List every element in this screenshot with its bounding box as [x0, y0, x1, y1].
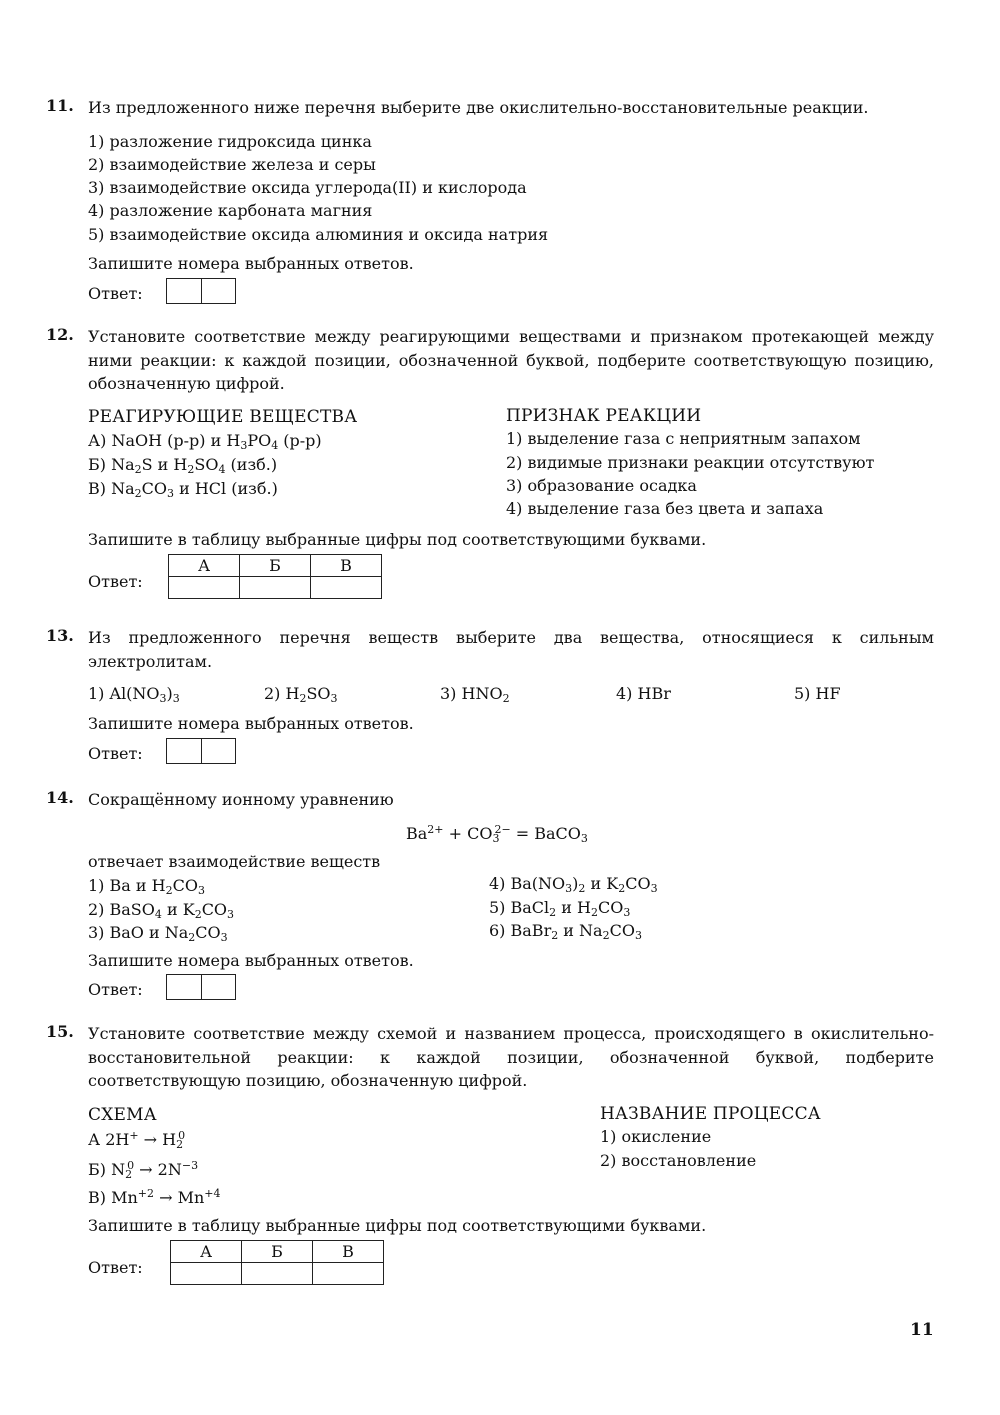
q14-option-6: 6) BaBr$_2$ и $Na_2CO_3$: [489, 921, 642, 942]
q13-answer-label: Ответ:: [88, 744, 143, 763]
q15-right-header: НАЗВАНИЕ ПРОЦЕССА: [600, 1104, 821, 1124]
question-13-number: 13.: [46, 626, 74, 645]
q12-left-item-c: В) $Na_2CO_3$ и HCl (изб.): [88, 479, 278, 500]
q12-right-item-2: 2) видимые признаки реакции отсутствуют: [506, 453, 875, 472]
q14-option-3: 3) BaO и $Na_2CO_3$: [88, 923, 228, 944]
q12-left-item-a: А) NaOH (р-р) и $H_3PO_4$ (р-р): [88, 431, 322, 452]
q15-scheme-a: А $2H^+ \to H_2^0$: [88, 1129, 186, 1151]
q15-answer-table[interactable]: [170, 1240, 384, 1285]
page-number: 11: [910, 1320, 934, 1340]
q11-option-3: 3) взаимодействие оксида углерода(II) и кислорода: [88, 178, 527, 197]
q13-option-3: 3) $HNO_2$: [440, 684, 510, 705]
q15-answer-cell-b[interactable]: [242, 1263, 313, 1285]
q15-right-item-1: 1) окисление: [600, 1127, 712, 1146]
q12-answer-label: Ответ:: [88, 572, 143, 591]
question-12-number: 12.: [46, 325, 74, 344]
q11-option-5: 5) взаимодействие оксида алюминия и оксида натрия: [88, 225, 549, 244]
q15-table-header-a: А: [171, 1241, 242, 1263]
q11-instruction: Запишите номера выбранных ответов.: [88, 254, 414, 273]
question-14-number: 14.: [46, 788, 74, 807]
q15-left-header: СХЕМА: [88, 1105, 157, 1125]
q15-right-item-2: 2) восстановление: [600, 1151, 757, 1170]
question-15-text: Установите соответствие между схемой и названием процесса, происходящего в окислительно-восстановительной реакции: к каждой позиции, обозначенной буквой, подберите соответствующую позицию, обозначенную цифрой.: [88, 1024, 934, 1090]
q13-option-5: 5) HF: [794, 684, 841, 703]
q12-table-header-a: А: [169, 555, 240, 577]
q12-answer-cell-c[interactable]: [311, 577, 382, 599]
q14-after-formula: отвечает взаимодействие веществ: [88, 852, 381, 871]
question-14-text: Сокращённому ионному уравнению: [88, 790, 394, 809]
q14-ionic-equation: $Ba^{2+} + CO_3^{2-}$ = BaCO$_3$: [406, 823, 588, 845]
q11-option-4: 4) разложение карбоната магния: [88, 201, 373, 220]
q14-option-2: 2) BaSO$_4$ и $K_2CO_3$: [88, 900, 235, 921]
q11-option-1: 1) разложение гидроксида цинка: [88, 132, 372, 151]
q12-instruction: Запишите в таблицу выбранные цифры под соответствующими буквами.: [88, 530, 707, 549]
q12-answer-cell-a[interactable]: [169, 577, 240, 599]
q13-option-4: 4) HBr: [616, 684, 671, 703]
q15-scheme-b: Б) $N_2^0 \to 2N^{-3}$: [88, 1159, 199, 1181]
q15-table-header-b: Б: [242, 1241, 313, 1263]
q13-answer-boxes[interactable]: [166, 738, 236, 764]
q12-answer-cell-b[interactable]: [240, 577, 311, 599]
q12-table-header-c: В: [311, 555, 382, 577]
q12-right-item-4: 4) выделение газа без цвета и запаха: [506, 499, 824, 518]
q12-right-item-3: 3) образование осадка: [506, 476, 697, 495]
q11-answer-label: Ответ:: [88, 284, 143, 303]
q12-right-item-1: 1) выделение газа с неприятным запахом: [506, 429, 861, 448]
question-11-text: Из предложенного ниже перечня выберите две окислительно-восстановительные реакции.: [88, 98, 869, 117]
q14-answer-label: Ответ:: [88, 980, 143, 999]
q12-left-header: РЕАГИРУЮЩИЕ ВЕЩЕСТВА: [88, 407, 358, 427]
q13-option-1: 1) $Al(NO_3)_3$: [88, 684, 180, 705]
q15-answer-cell-c[interactable]: [313, 1263, 384, 1285]
q15-table-header-c: В: [313, 1241, 384, 1263]
q12-right-header: ПРИЗНАК РЕАКЦИИ: [506, 406, 702, 426]
q12-table-header-b: Б: [240, 555, 311, 577]
question-13-text: Из предложенного перечня веществ выберите два вещества, относящиеся к сильным электролитам.: [88, 628, 934, 671]
q14-option-1: 1) Ba и $H_2CO_3$: [88, 876, 205, 897]
q14-option-5: 5) BaCl$_2$ и $H_2CO_3$: [489, 898, 631, 919]
q15-scheme-c: В) $Mn^{+2} \to Mn^{+4}$: [88, 1187, 221, 1207]
q13-instruction: Запишите номера выбранных ответов.: [88, 714, 414, 733]
q15-answer-label: Ответ:: [88, 1258, 143, 1277]
q15-answer-cell-a[interactable]: [171, 1263, 242, 1285]
q11-answer-boxes[interactable]: [166, 278, 236, 304]
q14-option-4: 4) $Ba(NO_3)_2$ и $K_2CO_3$: [489, 874, 658, 895]
q15-instruction: Запишите в таблицу выбранные цифры под соответствующими буквами.: [88, 1216, 707, 1235]
q11-option-2: 2) взаимодействие железа и серы: [88, 155, 376, 174]
q12-left-item-b: Б) $Na_2S$ и $H_2SO_4$ (изб.): [88, 455, 278, 476]
q14-answer-boxes[interactable]: [166, 974, 236, 1000]
question-11-number: 11.: [46, 96, 74, 115]
question-12-text: Установите соответствие между реагирующими веществами и признаком протекающей между ними реакции: к каждой позиции, обозначенной буквой, подберите соответствующую позицию, обозначенную цифрой.: [88, 327, 934, 393]
q12-answer-table[interactable]: [168, 554, 382, 599]
q14-instruction: Запишите номера выбранных ответов.: [88, 951, 414, 970]
q13-option-2: 2) $H_2SO_3$: [264, 684, 338, 705]
question-15-number: 15.: [46, 1022, 74, 1041]
